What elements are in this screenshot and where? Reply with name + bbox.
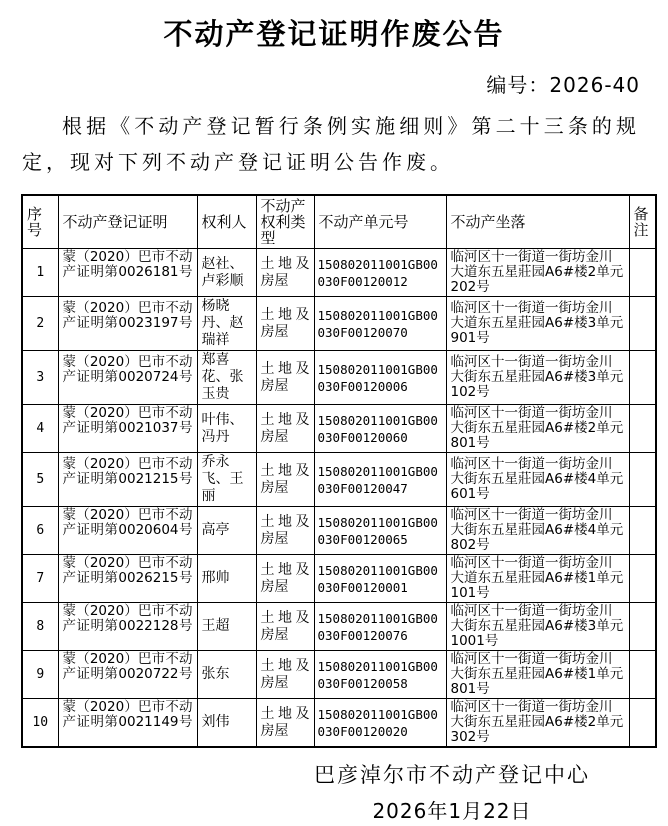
cell-location: 临河区十一街道一街坊金川大道东五星莊园A6#楼3单元901号: [446, 297, 629, 351]
cell-seq-no: 9: [22, 651, 58, 699]
cell-unit-no: 150802011001GB00030F00120001: [314, 555, 446, 603]
header-unit-no: 不动产单元号: [314, 195, 446, 249]
cell-certificate: 蒙（2020）巴市不动产证明第0020722号: [58, 651, 197, 699]
cell-unit-no: 150802011001GB00030F00120020: [314, 699, 446, 748]
cell-holder: 郑喜花、张玉贵: [197, 351, 256, 405]
cell-right-type: 土地及房屋: [256, 249, 314, 297]
table-row: [22, 603, 656, 651]
table-row: [22, 507, 656, 555]
cell-remark: [629, 603, 656, 651]
cell-right-type: 土地及房屋: [256, 699, 314, 748]
table-row: [22, 699, 656, 748]
cell-seq-no: 10: [22, 699, 58, 748]
table-row: [22, 453, 656, 507]
cell-remark: [629, 405, 656, 453]
cell-location: 临河区十一街道一街坊金川大街东五星莊园A6#楼4单元601号: [446, 453, 629, 507]
notice-table-body: [22, 249, 656, 748]
issue-date: 2026年1月22日: [372, 799, 532, 823]
cell-holder: 邢帅: [197, 555, 256, 603]
cell-seq-no: 7: [22, 555, 58, 603]
cell-holder: 乔永飞、王丽: [197, 453, 256, 507]
cell-seq-no: 2: [22, 297, 58, 351]
cell-certificate: 蒙（2020）巴市不动产证明第0026215号: [58, 555, 197, 603]
cell-seq-no: 3: [22, 351, 58, 405]
cell-holder: 赵社、卢彩顺: [197, 249, 256, 297]
cell-seq-no: 4: [22, 405, 58, 453]
cell-certificate: 蒙（2020）巴市不动产证明第0021037号: [58, 405, 197, 453]
cell-right-type: 土地及房屋: [256, 555, 314, 603]
cell-location: 临河区十一街道一街坊金川大街东五星莊园A6#楼2单元801号: [446, 405, 629, 453]
cell-right-type: 土地及房屋: [256, 453, 314, 507]
cell-unit-no: 150802011001GB00030F00120070: [314, 297, 446, 351]
cell-unit-no: 150802011001GB00030F00120076: [314, 603, 446, 651]
cell-unit-no: 150802011001GB00030F00120047: [314, 453, 446, 507]
cell-location: 临河区十一街道一街坊金川大街东五星莊园A6#楼3单元102号: [446, 351, 629, 405]
cell-remark: [629, 351, 656, 405]
cell-remark: [629, 555, 656, 603]
cell-remark: [629, 651, 656, 699]
cell-holder: 张东: [197, 651, 256, 699]
cell-certificate: 蒙（2020）巴市不动产证明第0020724号: [58, 351, 197, 405]
cell-certificate: 蒙（2020）巴市不动产证明第0020604号: [58, 507, 197, 555]
doc-number: 编号：2026-40: [486, 73, 640, 97]
cell-certificate: 蒙（2020）巴市不动产证明第0023197号: [58, 297, 197, 351]
cell-unit-no: 150802011001GB00030F00120006: [314, 351, 446, 405]
issuer-name: 巴彦淖尔市不动产登记中心: [314, 763, 590, 787]
cell-certificate: 蒙（2020）巴市不动产证明第0021215号: [58, 453, 197, 507]
table-row: [22, 351, 656, 405]
cell-remark: [629, 507, 656, 555]
header-remark: 备注: [629, 195, 656, 249]
cell-right-type: 土地及房屋: [256, 651, 314, 699]
cell-remark: [629, 297, 656, 351]
signature-block: [276, 760, 628, 826]
cell-seq-no: 6: [22, 507, 58, 555]
table-row: [22, 297, 656, 351]
certificates-table: [21, 194, 657, 748]
cell-right-type: 土地及房屋: [256, 297, 314, 351]
cell-remark: [629, 699, 656, 748]
table-row: [22, 555, 656, 603]
cell-location: 临河区十一街道一街坊金川大道东五星莊园A6#楼1单元101号: [446, 555, 629, 603]
cell-holder: 叶伟、冯丹: [197, 405, 256, 453]
cell-right-type: 土地及房屋: [256, 351, 314, 405]
cell-holder: 刘伟: [197, 699, 256, 748]
cell-certificate: 蒙（2020）巴市不动产证明第0026181号: [58, 249, 197, 297]
table-header-row: [22, 195, 656, 249]
header-holder: 权利人: [197, 195, 256, 249]
cell-right-type: 土地及房屋: [256, 507, 314, 555]
cell-holder: 杨晓丹、赵瑞祥: [197, 297, 256, 351]
cell-unit-no: 150802011001GB00030F00120065: [314, 507, 446, 555]
cell-certificate: 蒙（2020）巴市不动产证明第0021149号: [58, 699, 197, 748]
header-seq-no: 序号: [22, 195, 58, 249]
cell-seq-no: 1: [22, 249, 58, 297]
cell-holder: 高亭: [197, 507, 256, 555]
header-right-type: 不动产权利类型: [256, 195, 314, 249]
cell-location: 临河区十一街道一街坊金川大街东五星莊园A6#楼3单元1001号: [446, 603, 629, 651]
cell-holder: 王超: [197, 603, 256, 651]
table-row: [22, 249, 656, 297]
header-certificate: 不动产登记证明: [58, 195, 197, 249]
cell-right-type: 土地及房屋: [256, 405, 314, 453]
cell-location: 临河区十一街道一街坊金川大街东五星莊园A6#楼2单元302号: [446, 699, 629, 748]
table-row: [22, 405, 656, 453]
cell-unit-no: 150802011001GB00030F00120060: [314, 405, 446, 453]
cell-remark: [629, 249, 656, 297]
intro-paragraph: 根据《不动产登记暂行条例实施细则》第二十三条的规定，现对下列不动产登记证明公告作废。: [22, 114, 640, 174]
cell-certificate: 蒙（2020）巴市不动产证明第0022128号: [58, 603, 197, 651]
header-location: 不动产坐落: [446, 195, 629, 249]
cell-location: 临河区十一街道一街坊金川大道东五星莊园A6#楼2单元202号: [446, 249, 629, 297]
cell-seq-no: 5: [22, 453, 58, 507]
cell-right-type: 土地及房屋: [256, 603, 314, 651]
cell-unit-no: 150802011001GB00030F00120058: [314, 651, 446, 699]
cell-remark: [629, 453, 656, 507]
table-row: [22, 651, 656, 699]
cell-location: 临河区十一街道一街坊金川大街东五星莊园A6#楼1单元801号: [446, 651, 629, 699]
cell-seq-no: 8: [22, 603, 58, 651]
cell-location: 临河区十一街道一街坊金川大街东五星莊园A6#楼4单元802号: [446, 507, 629, 555]
cell-unit-no: 150802011001GB00030F00120012: [314, 249, 446, 297]
page-title: 不动产登记证明作废公告: [163, 17, 505, 51]
